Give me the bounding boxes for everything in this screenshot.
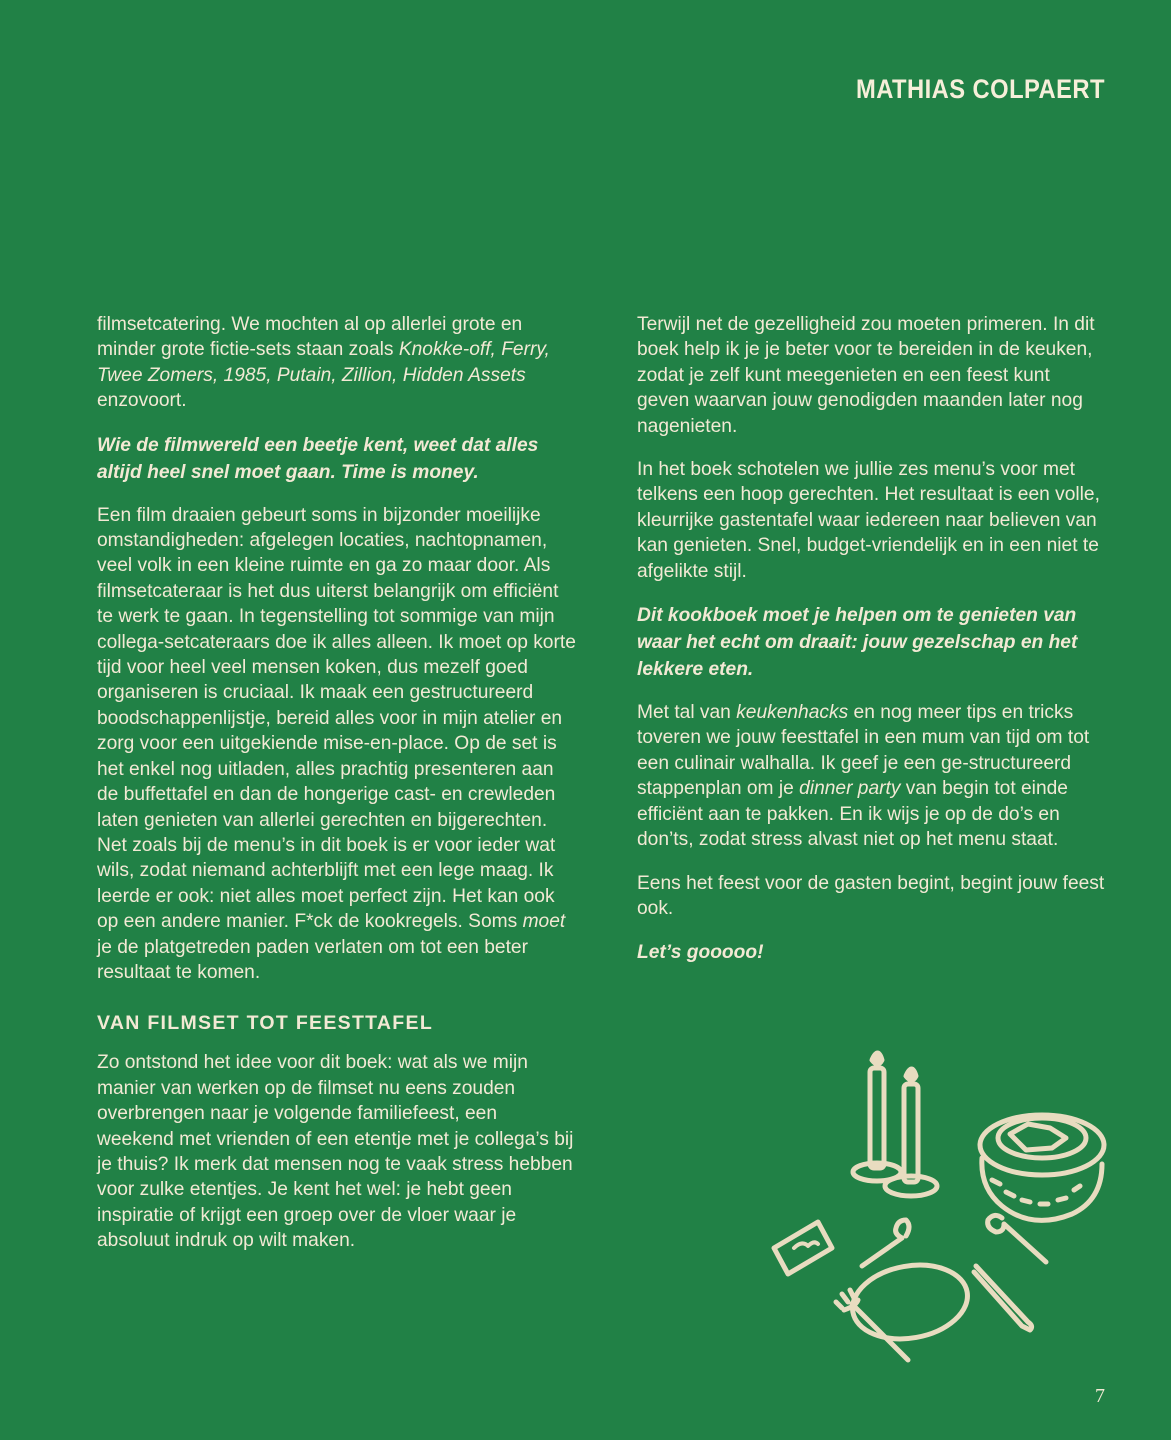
italic-text: moet bbox=[522, 911, 566, 933]
paragraph bbox=[637, 312, 1107, 439]
pull-quote: Dit kookboek moet je helpen om te genieten van waar het echt om draait: jouw gezelschap en het lekkere eten. bbox=[637, 605, 1078, 681]
author-name: MATHIAS COLPAERT bbox=[855, 74, 1105, 104]
paragraph bbox=[97, 312, 577, 414]
paragraph bbox=[97, 1050, 577, 1253]
place-card-icon bbox=[774, 1222, 832, 1274]
page-number: 7 bbox=[1095, 1385, 1105, 1407]
section-heading: VAN FILMSET TOT FEESTTAFEL bbox=[97, 1012, 434, 1035]
text-run: Terwijl net de gezelligheid zou moeten primeren. In dit boek help ik je je beter voor te bereiden in de keuken, zodat je zelf kunt meegenieten en een feest kunt geven waarvan jouw genodigden maanden later nog nagenieten. bbox=[637, 314, 1095, 437]
text-run: enzovoort. bbox=[97, 390, 187, 412]
plate-icon bbox=[847, 1256, 974, 1347]
text-run: van begin tot einde efficiënt aan te pakken. En ik wijs je op de do’s en don’ts, zodat stress alvast niet op het menu staat. bbox=[637, 778, 1068, 851]
pie-dish-icon bbox=[980, 1115, 1104, 1220]
left-column bbox=[97, 312, 577, 1272]
paragraph bbox=[637, 457, 1107, 584]
paragraph bbox=[637, 700, 1107, 852]
text-run: en nog meer tips en tricks toveren we jouw feesttafel in een mum van tijd om tot een culinair walhalla. Ik geef je een ge-structureerd stappenplan om je bbox=[637, 702, 1090, 800]
fork-icon bbox=[836, 1290, 908, 1360]
text-run: Zo ontstond het idee voor dit boek: wat als we mijn manier van werken op de filmset nu eens zouden overbrengen naar je volgende familiefeest, een weekend met vrienden of een etentje met je collega’s bij je thuis? Ik merk dat mensen nog te vaak stress hebben voor zulke etentjes. Je kent het wel: je hebt geen inspiratie of krijgt een groep over de vloer waar je absoluut indruk op wilt maken. bbox=[97, 1052, 574, 1252]
italic-text: keukenhacks bbox=[736, 702, 849, 724]
table-setting-illustration-icon bbox=[770, 1040, 1115, 1370]
text-run: In het boek schotelen we jullie zes menu’s voor met telkens een hoop gerechten. Het resultaat is een volle, kleurrijke gastentafel waar iedereen naar believen van kan genieten. Snel, budget-vriendelijk en in een niet te afgelikte stijl. bbox=[637, 459, 1100, 582]
pull-quote: Wie de filmwereld een beetje kent, weet dat alles altijd heel snel moet gaan. Time is money. bbox=[97, 434, 539, 483]
text-run: filmsetcatering. We mochten al op allerlei grote en minder grote fictie-sets staan zoals bbox=[97, 314, 523, 361]
right-column bbox=[637, 312, 1107, 983]
candle-icon bbox=[853, 1053, 901, 1181]
closing-line: Let’s gooooo! bbox=[637, 942, 764, 964]
paragraph bbox=[637, 871, 1107, 922]
text-run: Een film draaien gebeurt soms in bijzonder moeilijke omstandigheden: afgelegen locaties, nachtopnamen, veel volk in een kleine ruimte en ga zo maar door. Als filmsetcateraar is het dus uiterst belangrijk om efficiënt te werk te gaan. In tegenstelling tot sommige van mijn collega-setcateraars doe ik alles alleen. Ik moet op korte tijd voor heel veel mensen koken, dus mezelf goed organiseren is cruciaal. Ik maak een gestructureerd boodschappenlijstje, bereid alles voor in mijn atelier en zorg voor een uitgekiende mise-en-place. Op de set is het enkel nog uitladen, alles prachtig presenteren aan de buffettafel en dan de hongerige cast- en crewleden laten genieten van allerlei gerechten en bijgerechten. Net zoals bij de menu’s in dit boek is er voor ieder wat wils, zodat niemand achterblijft met een lege maag. Ik leerde er ook: niet alles moet perfect zijn. Het kan ook op een andere manier. F*ck de kookregels. Soms bbox=[97, 504, 576, 933]
knife-icon bbox=[974, 1266, 1032, 1330]
italic-text: dinner party bbox=[799, 778, 901, 800]
text-run: Met tal van bbox=[637, 702, 737, 724]
candle-icon bbox=[885, 1069, 937, 1196]
italic-text: Knokke-off, Ferry, Twee Zomers, 1985, Putain, Zillion, Hidden Assets bbox=[97, 339, 550, 386]
text-run: Eens het feest voor de gasten begint, begint jouw feest ook. bbox=[637, 872, 1105, 919]
paragraph bbox=[97, 503, 577, 986]
text-run: je de platgetreden paden verlaten om tot een beter resultaat te komen. bbox=[97, 936, 528, 983]
spoon-icon bbox=[862, 1220, 909, 1266]
